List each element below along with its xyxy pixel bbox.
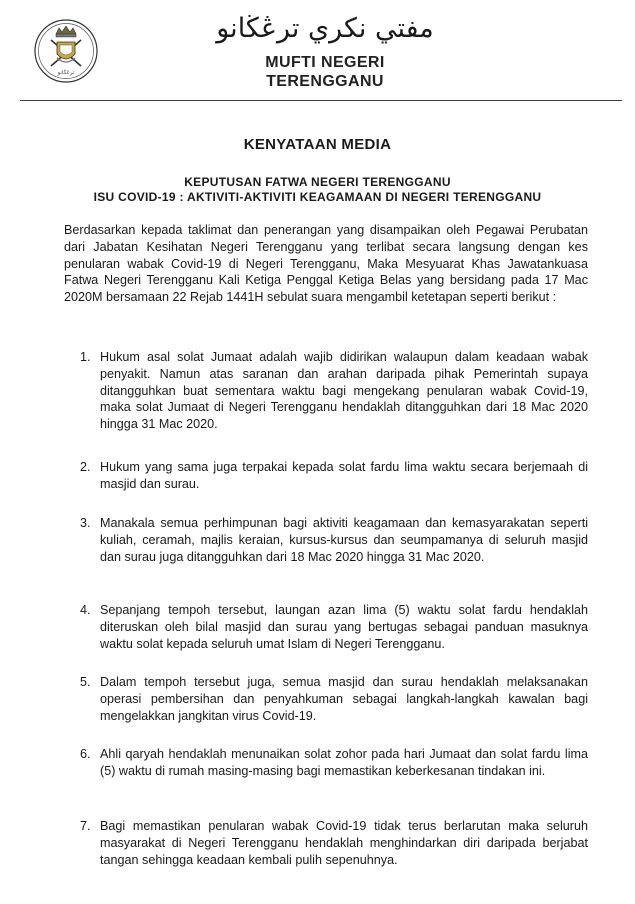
list-item [80, 515, 588, 565]
list-item-number: 2. [80, 460, 91, 474]
list-item [80, 602, 588, 652]
state-crest-logo [33, 18, 99, 84]
org-name-line2: TERENGGANU [266, 73, 384, 90]
list-item-text: Ahli qaryah hendaklah menunaikan solat zohor pada hari Jumaat dan solat fardu lima (5) waktu di rumah masing-masing bagi memastikan keberkesanan tindakan ini. [100, 747, 588, 778]
org-name-line1: MUFTI NEGERI [265, 54, 385, 71]
jawi-org-title: مفتي نكري ترڠڬانو [216, 13, 434, 44]
list-item [80, 746, 588, 780]
list-item [80, 459, 588, 493]
list-item [80, 674, 588, 724]
crest-script: ترڠڬانو [57, 70, 75, 76]
document-subtitle-1: KEPUTUSAN FATWA NEGERI TERENGGANU [184, 175, 451, 189]
list-item-text: Manakala semua perhimpunan bagi aktiviti keagamaan dan kemasyarakatan seperti kuliah, ceramah, majlis keraian, kursus-kursus dan seumpamanya di seluruh masjid dan surau juga ditangguhkan dari 18 Mac 2020 hingga 31 Mac 2020. [100, 516, 588, 564]
list-item-number: 6. [80, 747, 91, 761]
document-subtitle-2: ISU COVID-19 : AKTIVITI-AKTIVITI KEAGAMAAN DI NEGERI TERENGGANU [93, 190, 542, 204]
list-item [80, 349, 588, 433]
document-title: KENYATAAN MEDIA [243, 136, 392, 153]
list-item-number: 3. [80, 516, 91, 530]
list-item-text: Hukum yang sama juga terpakai kepada solat fardu lima waktu secara berjemaah di masjid dan surau. [100, 460, 588, 491]
list-item-number: 1. [80, 350, 91, 364]
list-item-text: Sepanjang tempoh tersebut, laungan azan lima (5) waktu solat fardu hendaklah diteruskan oleh bilal masjid dan surau yang bertugas sebagai panduan masuknya waktu solat kepada seluruh umat Islam di Negeri Terengganu. [100, 603, 588, 651]
intro-paragraph: Berdasarkan kepada taklimat dan penerangan yang disampaikan oleh Pegawai Perubatan dari Jabatan Kesihatan Negeri Terengganu yang terlibat secara langsung dengan kes penularan wabak Covid-19 di Negeri Terengganu, Maka Mesyuarat Khas Jawatankuasa Fatwa Negeri Terengganu Kali Ketiga Penggal Ketiga Belas yang bersidang pada 17 Mac 2020M bersamaan 22 Rejab 1441H sebulat suara mengambil ketetapan seperti berikut : [64, 223, 588, 305]
list-item-text: Hukum asal solat Jumaat adalah wajib didirikan walaupun dalam keadaan wabak penyakit. Namun atas saranan dan arahan daripada pihak Pemerintah supaya ditangguhkan buat sementara waktu bagi mengekang penularan wabak Covid-19, maka solat Jumaat di Negeri Terengganu hendaklah ditangguhkan dari 18 Mac 2020 hingga 31 Mac 2020. [100, 350, 588, 432]
list-item-number: 7. [80, 819, 91, 833]
list-item [80, 818, 588, 868]
list-item-number: 5. [80, 675, 91, 689]
header-divider [20, 100, 622, 101]
list-item-text: Dalam tempoh tersebut juga, semua masjid dan surau hendaklah melaksanakan operasi pembersihan dan penyahkuman sebagai langkah-langkah kawalan bagi mengelakkan jangkitan virus Covid-19. [100, 675, 588, 723]
list-item-number: 4. [80, 603, 91, 617]
list-item-text: Bagi memastikan penularan wabak Covid-19 tidak terus berlarutan maka seluruh masyarakat di Negeri Terengganu hendaklah menghindarkan diri daripada berjabat tangan sehingga keadaan kembali pulih sepenuhnya. [100, 819, 588, 867]
